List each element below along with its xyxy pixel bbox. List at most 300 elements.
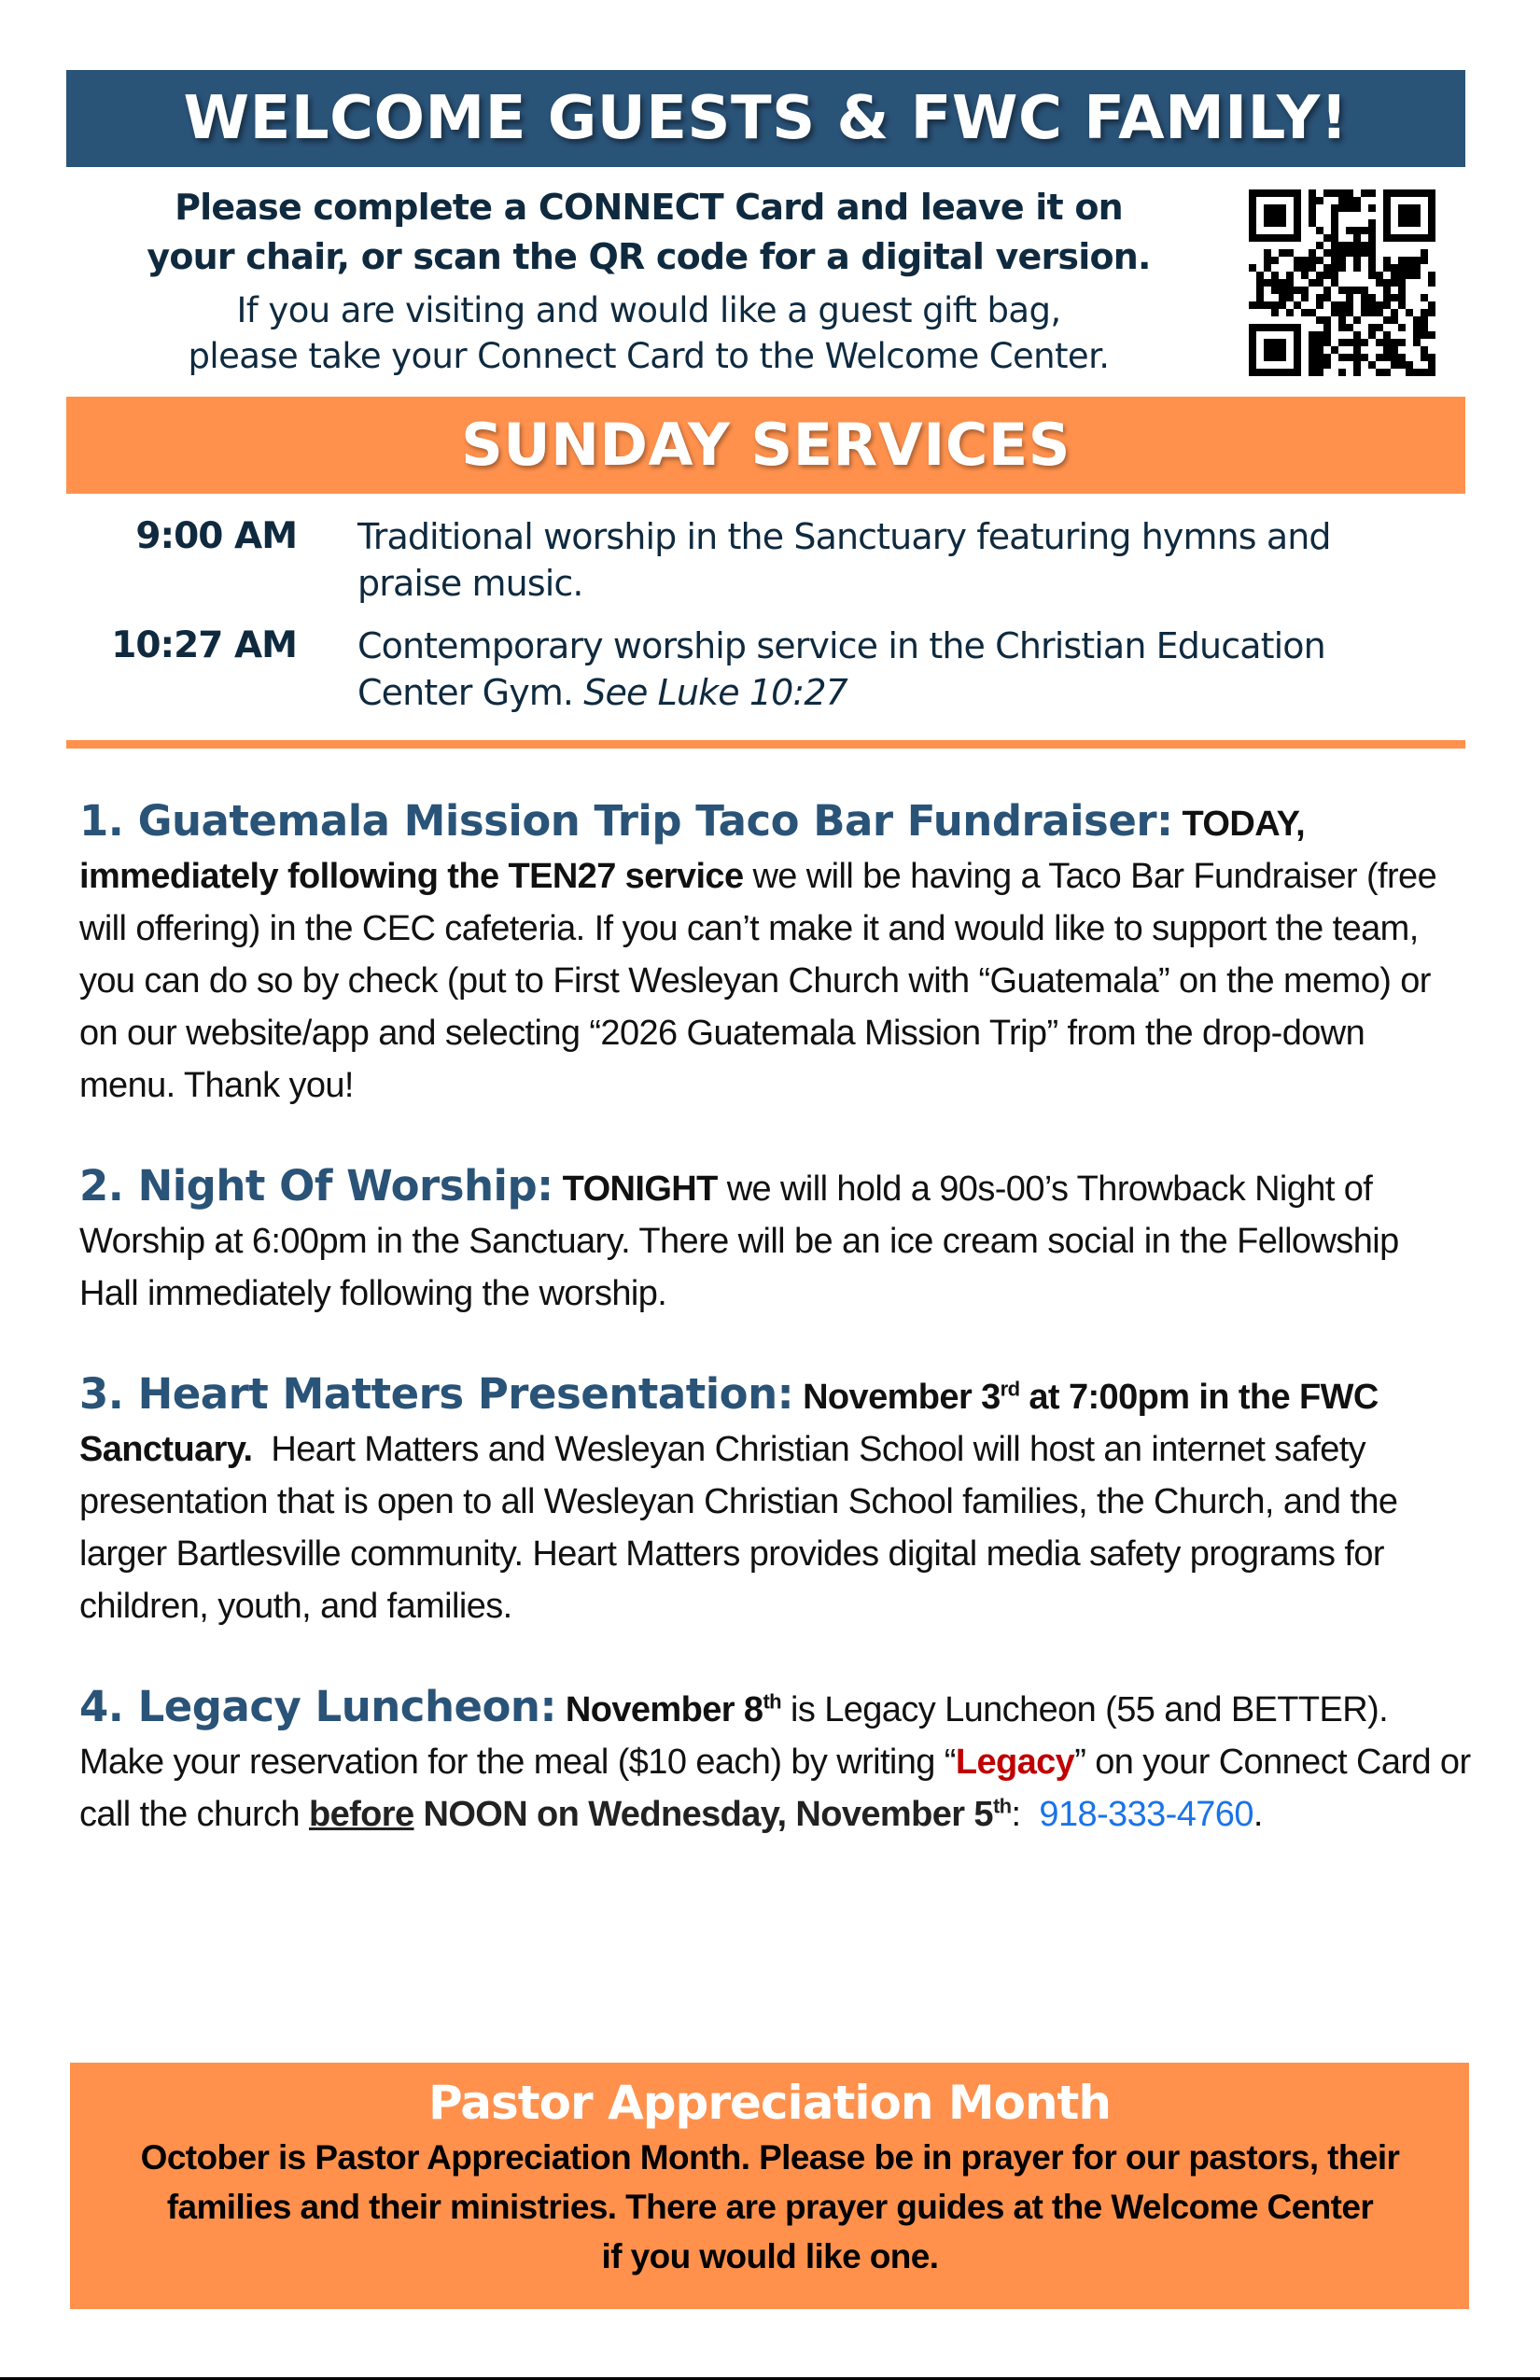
qr-module — [1398, 354, 1406, 361]
qr-module — [1406, 264, 1413, 272]
qr-module — [1301, 257, 1309, 264]
qr-module — [1271, 287, 1279, 294]
service-description — [357, 513, 1459, 607]
qr-module — [1309, 249, 1316, 257]
qr-module — [1398, 264, 1406, 272]
qr-code-icon[interactable] — [1249, 189, 1435, 376]
qr-module — [1323, 294, 1331, 301]
qr-module — [1301, 294, 1309, 301]
qr-module — [1294, 354, 1301, 361]
qr-module — [1376, 272, 1383, 279]
gift-line-1: If you are visiting and would like a guest gift bag, — [236, 290, 1061, 330]
qr-module — [1338, 189, 1346, 197]
qr-module — [1316, 242, 1323, 249]
legacy-highlight: Legacy — [955, 1743, 1075, 1782]
qr-module — [1376, 279, 1383, 287]
qr-module — [1383, 354, 1391, 361]
qr-module — [1271, 324, 1279, 331]
qr-module — [1391, 361, 1398, 369]
qr-module — [1249, 354, 1256, 361]
qr-module — [1406, 219, 1413, 227]
qr-module — [1286, 369, 1294, 376]
qr-module — [1353, 242, 1361, 249]
qr-module — [1256, 279, 1264, 287]
qr-module — [1428, 227, 1435, 234]
qr-module — [1428, 189, 1435, 197]
qr-module — [1249, 227, 1256, 234]
qr-module — [1368, 294, 1376, 301]
qr-module — [1249, 212, 1256, 219]
qr-module — [1256, 234, 1264, 242]
qr-module — [1309, 189, 1316, 197]
qr-module — [1391, 264, 1398, 272]
qr-module — [1413, 331, 1421, 339]
qr-module — [1428, 354, 1435, 361]
qr-module — [1338, 301, 1346, 309]
qr-module — [1323, 316, 1331, 324]
qr-module — [1286, 279, 1294, 287]
qr-module — [1428, 197, 1435, 204]
qr-module — [1398, 272, 1406, 279]
qr-module — [1338, 287, 1346, 294]
qr-module — [1368, 234, 1376, 242]
qr-module — [1338, 324, 1346, 331]
qr-module — [1294, 361, 1301, 369]
qr-module — [1413, 324, 1421, 331]
qr-module — [1406, 361, 1413, 369]
qr-module — [1391, 316, 1398, 324]
announcement-heading: 2. Night Of Worship: — [79, 1161, 553, 1211]
qr-module — [1406, 309, 1413, 316]
qr-module — [1406, 189, 1413, 197]
qr-module — [1294, 369, 1301, 376]
qr-module — [1376, 339, 1383, 346]
qr-module — [1264, 369, 1271, 376]
period: . — [1253, 1795, 1263, 1834]
announcement-body: we will be having a Taco Bar Fundraiser (free will offering) in the CEC cafeteria. If you can’t make it and would like to support the team, you can do so by check (put to First Wesleyan Church with “Guatemala” on the memo) or on our website/app and selecting “2026 Guatemala Mission Trip” from the drop-down menu. Thank you! — [79, 857, 1437, 1105]
qr-module — [1264, 339, 1271, 346]
announcement-legacy-luncheon — [79, 1681, 1479, 1841]
qr-module — [1383, 339, 1391, 346]
qr-module — [1279, 287, 1286, 294]
qr-module — [1294, 219, 1301, 227]
qr-module — [1398, 279, 1406, 287]
qr-module — [1271, 339, 1279, 346]
qr-module — [1428, 272, 1435, 279]
qr-module — [1331, 272, 1338, 279]
announcement-heart-matters — [79, 1368, 1461, 1632]
qr-module — [1353, 264, 1361, 272]
qr-module — [1421, 309, 1428, 316]
qr-module — [1383, 279, 1391, 287]
qr-module — [1338, 257, 1346, 264]
gift-line-2: please take your Connect Card to the Welcome Center. — [188, 336, 1110, 376]
qr-module — [1413, 257, 1421, 264]
qr-module — [1309, 369, 1316, 376]
service-desc-line: Traditional worship in the Sanctuary featuring hymns and — [357, 516, 1331, 557]
qr-module — [1368, 242, 1376, 249]
qr-module — [1256, 287, 1264, 294]
qr-module — [1383, 294, 1391, 301]
qr-module — [1309, 331, 1316, 339]
qr-module — [1353, 346, 1361, 354]
qr-module — [1331, 189, 1338, 197]
qr-module — [1323, 272, 1331, 279]
qr-module — [1383, 204, 1391, 212]
qr-module — [1316, 331, 1323, 339]
qr-module — [1398, 189, 1406, 197]
announcement-guatemala — [79, 795, 1451, 1112]
qr-module — [1428, 361, 1435, 369]
qr-module — [1391, 272, 1398, 279]
qr-module — [1279, 369, 1286, 376]
qr-module — [1294, 234, 1301, 242]
qr-module — [1309, 279, 1316, 287]
scripture-reference: See Luke 10:27 — [583, 672, 847, 713]
qr-module — [1271, 204, 1279, 212]
service-desc-line: Contemporary worship service in the Christian Education — [357, 625, 1325, 666]
qr-module — [1286, 234, 1294, 242]
qr-module — [1406, 257, 1413, 264]
qr-module — [1383, 257, 1391, 264]
qr-module — [1331, 212, 1338, 219]
qr-module — [1249, 339, 1256, 346]
qr-module — [1279, 189, 1286, 197]
qr-module — [1331, 301, 1338, 309]
qr-module — [1353, 234, 1361, 242]
qr-module — [1398, 219, 1406, 227]
qr-module — [1361, 301, 1368, 309]
qr-module — [1271, 279, 1279, 287]
announcement-lead: TONIGHT — [553, 1169, 718, 1209]
qr-module — [1361, 249, 1368, 257]
qr-module — [1391, 354, 1398, 361]
qr-module — [1368, 264, 1376, 272]
qr-module — [1256, 294, 1264, 301]
qr-module — [1249, 361, 1256, 369]
qr-module — [1323, 339, 1331, 346]
phone-link[interactable]: 918-333-4760 — [1039, 1795, 1253, 1834]
qr-module — [1428, 234, 1435, 242]
announcement-lead: TODAY, — [1172, 805, 1306, 844]
qr-module — [1316, 227, 1323, 234]
qr-module — [1249, 219, 1256, 227]
qr-module — [1309, 346, 1316, 354]
qr-module — [1323, 189, 1331, 197]
qr-module — [1361, 287, 1368, 294]
qr-module — [1316, 361, 1323, 369]
qr-module — [1316, 257, 1323, 264]
qr-module — [1264, 324, 1271, 331]
qr-module — [1353, 227, 1361, 234]
qr-module — [1346, 204, 1353, 212]
qr-module — [1406, 212, 1413, 219]
qr-module — [1256, 301, 1264, 309]
connect-line-1: Please complete a CONNECT Card and leave it on — [175, 187, 1123, 228]
qr-module — [1421, 294, 1428, 301]
announcement-night-of-worship — [79, 1160, 1461, 1320]
connect-instructions — [89, 183, 1209, 379]
qr-module — [1353, 354, 1361, 361]
ordinal-suffix: th — [763, 1689, 782, 1714]
qr-module — [1294, 204, 1301, 212]
qr-module — [1323, 331, 1331, 339]
service-time: 9:00 AM — [135, 515, 297, 557]
qr-module — [1428, 331, 1435, 339]
pastor-appreciation-text — [89, 2133, 1451, 2281]
qr-module — [1331, 234, 1338, 242]
qr-module — [1353, 197, 1361, 204]
qr-module — [1376, 309, 1383, 316]
qr-module — [1331, 249, 1338, 257]
pastor-text-line: if you would like one. — [601, 2237, 939, 2275]
qr-module — [1383, 234, 1391, 242]
qr-module — [1413, 204, 1421, 212]
qr-module — [1398, 234, 1406, 242]
qr-module — [1256, 369, 1264, 376]
qr-module — [1271, 219, 1279, 227]
qr-module — [1383, 227, 1391, 234]
qr-module — [1428, 212, 1435, 219]
announcement-lead: November 3 — [793, 1378, 1001, 1417]
qr-module — [1338, 369, 1346, 376]
qr-module — [1279, 346, 1286, 354]
qr-module — [1264, 346, 1271, 354]
qr-module — [1279, 354, 1286, 361]
qr-module — [1361, 189, 1368, 197]
qr-module — [1413, 234, 1421, 242]
announcement-heading: 4. Legacy Luncheon: — [79, 1682, 556, 1731]
qr-module — [1309, 212, 1316, 219]
qr-module — [1338, 354, 1346, 361]
qr-module — [1368, 309, 1376, 316]
qr-module — [1331, 257, 1338, 264]
qr-module — [1256, 189, 1264, 197]
qr-module — [1264, 279, 1271, 287]
qr-module — [1331, 346, 1338, 354]
qr-module — [1346, 294, 1353, 301]
qr-module — [1301, 287, 1309, 294]
qr-module — [1309, 204, 1316, 212]
qr-module — [1368, 361, 1376, 369]
qr-module — [1391, 234, 1398, 242]
qr-module — [1383, 301, 1391, 309]
qr-module — [1323, 249, 1331, 257]
qr-module — [1271, 212, 1279, 219]
announcement-heading: 3. Heart Matters Presentation: — [79, 1369, 794, 1419]
qr-module — [1271, 354, 1279, 361]
pastor-text-line: October is Pastor Appreciation Month. Please be in prayer for our pastors, their — [140, 2138, 1400, 2177]
qr-module — [1421, 316, 1428, 324]
qr-module — [1428, 204, 1435, 212]
qr-module — [1361, 309, 1368, 316]
qr-module — [1398, 294, 1406, 301]
qr-module — [1346, 354, 1353, 361]
qr-module — [1376, 324, 1383, 331]
qr-module — [1421, 249, 1428, 257]
qr-module — [1353, 331, 1361, 339]
services-title: SUNDAY SERVICES — [461, 411, 1071, 479]
qr-module — [1368, 219, 1376, 227]
qr-module — [1353, 287, 1361, 294]
qr-module — [1279, 301, 1286, 309]
qr-module — [1316, 369, 1323, 376]
qr-module — [1323, 324, 1331, 331]
announcement-heading: 1. Guatemala Mission Trip Taco Bar Fundraiser: — [79, 796, 1173, 846]
qr-module — [1256, 272, 1264, 279]
qr-module — [1353, 257, 1361, 264]
qr-module — [1279, 279, 1286, 287]
qr-module — [1323, 264, 1331, 272]
qr-module — [1338, 204, 1346, 212]
qr-module — [1383, 264, 1391, 272]
qr-module — [1271, 189, 1279, 197]
qr-module — [1338, 197, 1346, 204]
qr-module — [1249, 189, 1256, 197]
qr-module — [1286, 272, 1294, 279]
qr-module — [1323, 361, 1331, 369]
qr-module — [1428, 369, 1435, 376]
qr-module — [1346, 287, 1353, 294]
qr-module — [1264, 234, 1271, 242]
qr-module — [1353, 369, 1361, 376]
qr-module — [1391, 189, 1398, 197]
qr-module — [1368, 272, 1376, 279]
qr-module — [1271, 309, 1279, 316]
qr-module — [1398, 324, 1406, 331]
qr-module — [1264, 204, 1271, 212]
qr-module — [1428, 301, 1435, 309]
qr-module — [1309, 354, 1316, 361]
qr-module — [1353, 361, 1361, 369]
qr-module — [1331, 242, 1338, 249]
qr-module — [1421, 257, 1428, 264]
qr-module — [1316, 301, 1323, 309]
qr-module — [1323, 354, 1331, 361]
qr-module — [1294, 197, 1301, 204]
qr-module — [1398, 204, 1406, 212]
qr-module — [1346, 197, 1353, 204]
qr-module — [1421, 189, 1428, 197]
qr-module — [1309, 257, 1316, 264]
qr-module — [1346, 189, 1353, 197]
qr-module — [1301, 264, 1309, 272]
qr-module — [1346, 324, 1353, 331]
pastor-text-line: families and their ministries. There are prayer guides at the Welcome Center — [166, 2188, 1374, 2226]
qr-module — [1368, 227, 1376, 234]
ordinal-suffix: rd — [1000, 1377, 1020, 1401]
qr-module — [1406, 272, 1413, 279]
qr-module — [1398, 301, 1406, 309]
qr-module — [1413, 272, 1421, 279]
qr-module — [1331, 309, 1338, 316]
qr-module — [1428, 309, 1435, 316]
qr-module — [1368, 257, 1376, 264]
qr-module — [1249, 346, 1256, 354]
qr-module — [1368, 324, 1376, 331]
qr-module — [1286, 324, 1294, 331]
qr-module — [1331, 204, 1338, 212]
qr-module — [1249, 369, 1256, 376]
qr-module — [1309, 361, 1316, 369]
qr-module — [1316, 346, 1323, 354]
qr-module — [1413, 212, 1421, 219]
qr-module — [1323, 287, 1331, 294]
qr-module — [1383, 212, 1391, 219]
qr-module — [1361, 294, 1368, 301]
qr-module — [1271, 257, 1279, 264]
qr-module — [1361, 242, 1368, 249]
welcome-title: WELCOME GUESTS & FWC FAMILY! — [183, 84, 1349, 153]
connect-line-2: your chair, or scan the QR code for a digital version. — [147, 236, 1151, 277]
qr-module — [1391, 339, 1398, 346]
qr-module — [1383, 219, 1391, 227]
qr-module — [1286, 189, 1294, 197]
announcement-body: ” on your Connect Card or call the church — [79, 1743, 1471, 1834]
qr-module — [1249, 204, 1256, 212]
qr-module — [1383, 287, 1391, 294]
qr-module — [1264, 219, 1271, 227]
qr-module — [1256, 324, 1264, 331]
announcement-body: is Legacy Luncheon (55 and BETTER). Make your reservation for the meal ($10 each) by writing “ — [79, 1690, 1389, 1782]
qr-module — [1316, 197, 1323, 204]
qr-module — [1383, 189, 1391, 197]
before-emphasis: before — [308, 1795, 414, 1834]
qr-module — [1309, 309, 1316, 316]
qr-module — [1361, 227, 1368, 234]
qr-module — [1264, 249, 1271, 257]
qr-module — [1391, 279, 1398, 287]
qr-module — [1391, 309, 1398, 316]
qr-module — [1338, 242, 1346, 249]
qr-module — [1383, 197, 1391, 204]
qr-module — [1406, 369, 1413, 376]
qr-module — [1294, 346, 1301, 354]
qr-module — [1249, 331, 1256, 339]
qr-module — [1383, 331, 1391, 339]
qr-module — [1428, 279, 1435, 287]
qr-module — [1316, 339, 1323, 346]
qr-module — [1398, 212, 1406, 219]
qr-module — [1279, 324, 1286, 331]
qr-module — [1421, 346, 1428, 354]
qr-module — [1294, 301, 1301, 309]
colon: : — [1011, 1795, 1040, 1834]
qr-module — [1279, 219, 1286, 227]
ordinal-suffix: th — [992, 1794, 1012, 1818]
qr-module — [1286, 287, 1294, 294]
qr-module — [1398, 339, 1406, 346]
qr-module — [1294, 227, 1301, 234]
qr-module — [1301, 272, 1309, 279]
qr-module — [1286, 294, 1294, 301]
qr-module — [1353, 316, 1361, 324]
service-description — [357, 623, 1459, 716]
qr-module — [1421, 369, 1428, 376]
qr-module — [1368, 249, 1376, 257]
qr-module — [1361, 339, 1368, 346]
qr-module — [1421, 331, 1428, 339]
section-divider — [66, 740, 1465, 749]
qr-module — [1271, 369, 1279, 376]
qr-module — [1271, 346, 1279, 354]
qr-module — [1413, 219, 1421, 227]
qr-module — [1264, 354, 1271, 361]
qr-module — [1279, 249, 1286, 257]
qr-module — [1353, 204, 1361, 212]
announcement-body: we will hold a 90s-00’s Throwback Night of Worship at 6:00pm in the Sanctuary. There will be an ice cream social in the Fellowship Hall immediately following the worship. — [79, 1169, 1399, 1313]
qr-module — [1383, 369, 1391, 376]
